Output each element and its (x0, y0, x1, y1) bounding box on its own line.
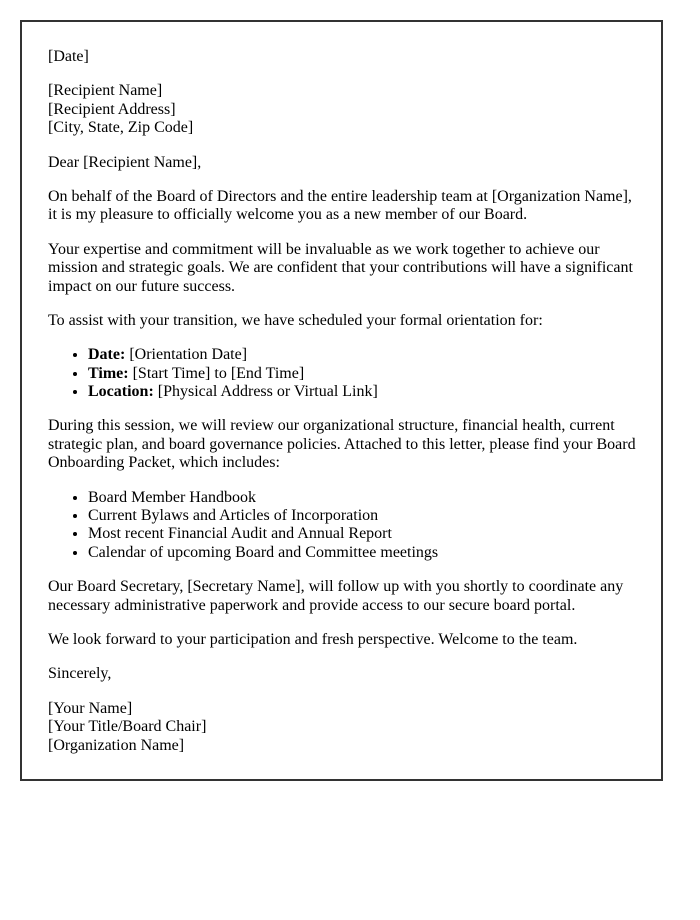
orientation-detail-item (88, 346, 640, 364)
onboarding-packet-list (48, 489, 640, 563)
sign-off: Sincerely, (48, 665, 112, 683)
orientation-detail-label: Location: (88, 383, 154, 401)
salutation: Dear [Recipient Name], (48, 153, 202, 171)
onboarding-packet-item: • Current Bylaws and Articles of Incorporation (88, 507, 640, 525)
recipient-city-state-zip: [City, State, Zip Code] (48, 119, 194, 137)
signature-organization: [Organization Name] (48, 736, 185, 754)
orientation-detail-label: Date: (88, 346, 126, 364)
paragraph-secretary-followup: Our Board Secretary, [Secretary Name], will follow up with you shortly to coordinate any necessary administrative paperwork and provide access to our secure board portal. (48, 578, 624, 614)
signature-block (48, 700, 640, 755)
letter-document (20, 20, 663, 781)
recipient-address: [Recipient Address] (48, 100, 176, 118)
orientation-detail-item (88, 365, 640, 383)
recipient-address-block (48, 82, 640, 137)
recipient-name: [Recipient Name] (48, 82, 163, 100)
orientation-detail-item (88, 383, 640, 401)
paragraph-session-overview: During this session, we will review our organizational structure, financial health, current strategic plan, and board governance policies. Attached to this letter, please find your Board Onboarding Packet, which includes: (48, 417, 636, 472)
onboarding-packet-item: • Board Member Handbook (88, 489, 640, 507)
orientation-detail-value: [Start Time] to [End Time] (132, 364, 305, 382)
orientation-detail-value: [Physical Address or Virtual Link] (157, 383, 378, 401)
orientation-detail-label: Time: (88, 364, 129, 382)
paragraph-orientation-intro: To assist with your transition, we have scheduled your formal orientation for: (48, 311, 543, 329)
onboarding-packet-item: • Calendar of upcoming Board and Committee meetings (88, 544, 640, 562)
signature-name: [Your Name] (48, 699, 133, 717)
signature-title: [Your Title/Board Chair] (48, 718, 207, 736)
orientation-detail-value: [Orientation Date] (129, 346, 248, 364)
paragraph-closing-note: We look forward to your participation and fresh perspective. Welcome to the team. (48, 630, 578, 648)
paragraph-welcome: On behalf of the Board of Directors and the entire leadership team at [Organization Name], it is my pleasure to officially welcome you as a new member of our Board. (48, 187, 632, 224)
onboarding-packet-item: • Most recent Financial Audit and Annual Report (88, 525, 640, 543)
date-placeholder: [Date] (48, 48, 89, 65)
orientation-details-list (48, 346, 640, 401)
paragraph-expertise: Your expertise and commitment will be invaluable as we work together to achieve our mission and strategic goals. We are confident that your contributions will have a significant impact on our future success. (48, 240, 633, 295)
